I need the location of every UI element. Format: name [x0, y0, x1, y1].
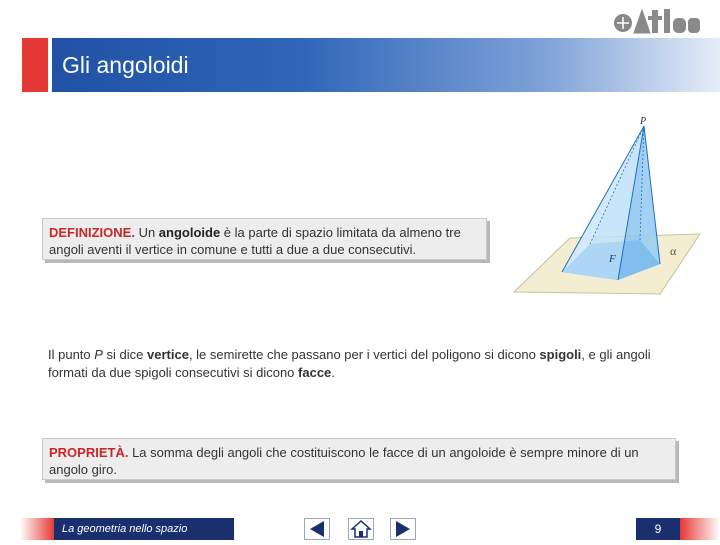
paragraph-text: , le semirette che passano per i vertici del poligono si dicono	[188, 347, 540, 362]
page-title: Gli angoloidi	[62, 52, 189, 78]
definition-text-1: Un	[134, 225, 159, 240]
footer-section-title: La geometria nello spazio	[54, 518, 234, 540]
title-accent	[22, 38, 48, 92]
term-facce: facce	[298, 365, 332, 380]
paragraph-text: , e gli angoli formati da due spigoli consecutivi si dicono	[48, 347, 651, 380]
next-triangle-icon	[390, 518, 416, 540]
next-button[interactable]	[390, 518, 416, 540]
property-label: PROPRIETÀ.	[49, 445, 129, 460]
atlas-logo	[612, 6, 702, 36]
definition-box	[42, 218, 487, 260]
paragraph-text: .	[331, 365, 335, 380]
paragraph-text: Il punto	[48, 347, 95, 362]
prev-triangle-icon	[304, 518, 330, 540]
home-icon	[348, 518, 374, 540]
property-box	[42, 438, 676, 480]
definition-term: angoloide	[158, 225, 221, 240]
paragraph-var-p: P	[94, 347, 103, 362]
prev-button[interactable]	[304, 518, 330, 540]
title-accent-gap	[48, 38, 52, 92]
footer-accent-right	[680, 518, 720, 540]
home-button[interactable]	[348, 518, 374, 540]
page-number: 9	[636, 518, 680, 540]
term-spigoli: spigoli	[539, 347, 582, 362]
property-text: La somma degli angoli che costituiscono le facce di un angoloide è sempre minore di un angolo giro.	[49, 445, 639, 477]
plane-label: α	[670, 244, 677, 258]
paragraph-text: si dice	[102, 347, 148, 362]
term-vertice: vertice	[147, 347, 189, 362]
angoloide-figure	[510, 112, 700, 298]
face-label: F	[609, 253, 616, 265]
definition-text-2: è la parte di spazio limitata da almeno tre angoli aventi il vertice in comune e tutti a due a due consecutivi.	[49, 225, 461, 257]
definition-label: DEFINIZIONE.	[49, 225, 135, 240]
vertice-paragraph	[48, 346, 676, 382]
footer-accent-left	[20, 518, 54, 540]
vertex-label: P	[640, 116, 647, 127]
